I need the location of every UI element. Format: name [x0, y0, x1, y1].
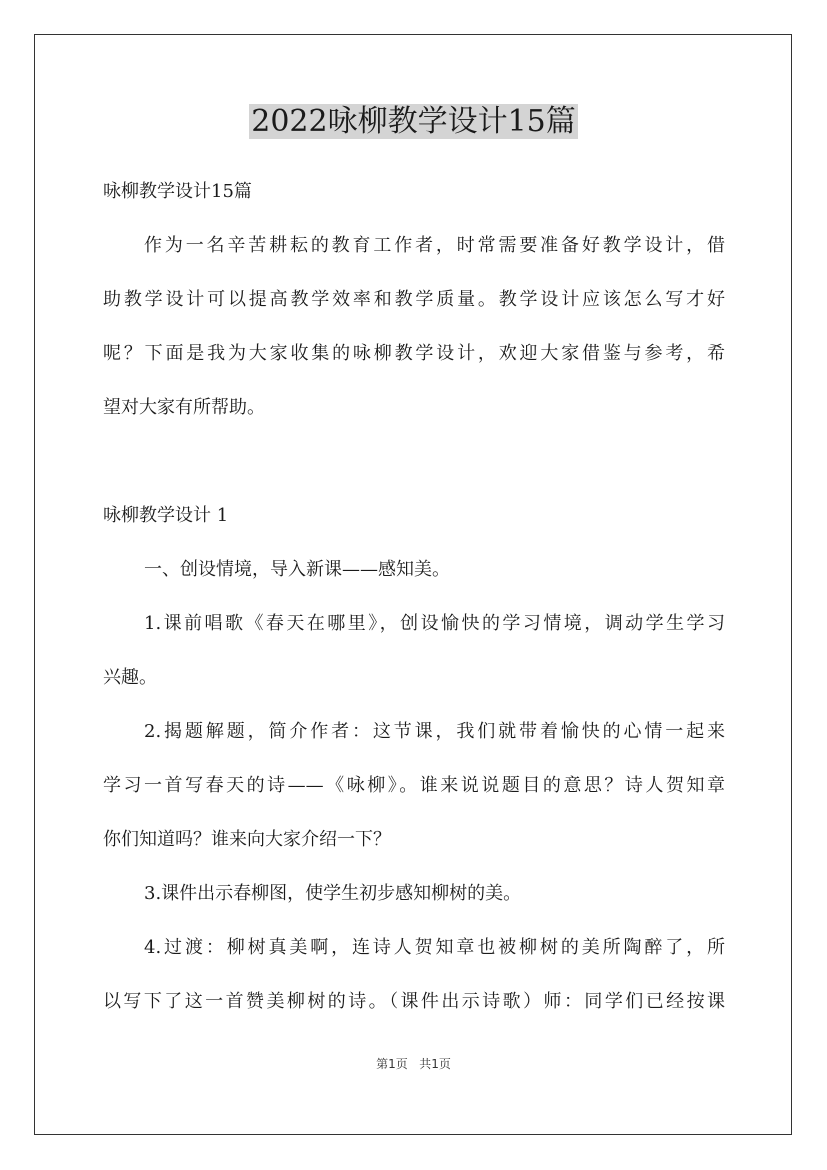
body-line-3: 兴趣。 — [103, 667, 157, 688]
body-line-7: 3.课件出示春柳图，使学生初步感知柳树的美。 — [144, 883, 522, 904]
body-line-9: 以写下了这一首赞美柳树的诗。（课件出示诗歌）师：同学们已经按课 — [103, 991, 725, 1012]
intro-line-4: 望对大家有所帮助。 — [103, 397, 265, 418]
body-line-1: 一、创设情境，导入新课——感知美。 — [144, 559, 450, 580]
document-title — [0, 100, 827, 144]
page-footer: 第1页 共1页 — [376, 1057, 451, 1071]
subtitle: 咏柳教学设计15篇 — [103, 181, 252, 202]
body-line-6: 你们知道吗？谁来向大家介绍一下？ — [103, 829, 391, 850]
body-line-2: 1.课前唱歌《春天在哪里》，创设愉快的学习情境，调动学生学习 — [144, 613, 725, 634]
intro-line-2: 助教学设计可以提高教学效率和教学质量。教学设计应该怎么写才好 — [103, 289, 725, 310]
body-line-5: 学习一首写春天的诗——《咏柳》。谁来说说题目的意思？诗人贺知章 — [103, 775, 725, 796]
spacer — [103, 435, 725, 489]
body-line-8: 4.过渡：柳树真美啊，连诗人贺知章也被柳树的美所陶醉了，所 — [144, 937, 725, 958]
section-heading: 咏柳教学设计 1 — [103, 505, 229, 526]
body-line-4: 2.揭题解题，简介作者：这节课，我们就带着愉快的心情一起来 — [144, 721, 725, 742]
document-title-text: 2022咏柳教学设计15篇 — [251, 104, 576, 139]
intro-line-1: 作为一名辛苦耕耘的教育工作者，时常需要准备好教学设计，借 — [144, 235, 725, 256]
document-body — [103, 165, 725, 1029]
intro-line-3: 呢？下面是我为大家收集的咏柳教学设计，欢迎大家借鉴与参考，希 — [103, 343, 725, 364]
